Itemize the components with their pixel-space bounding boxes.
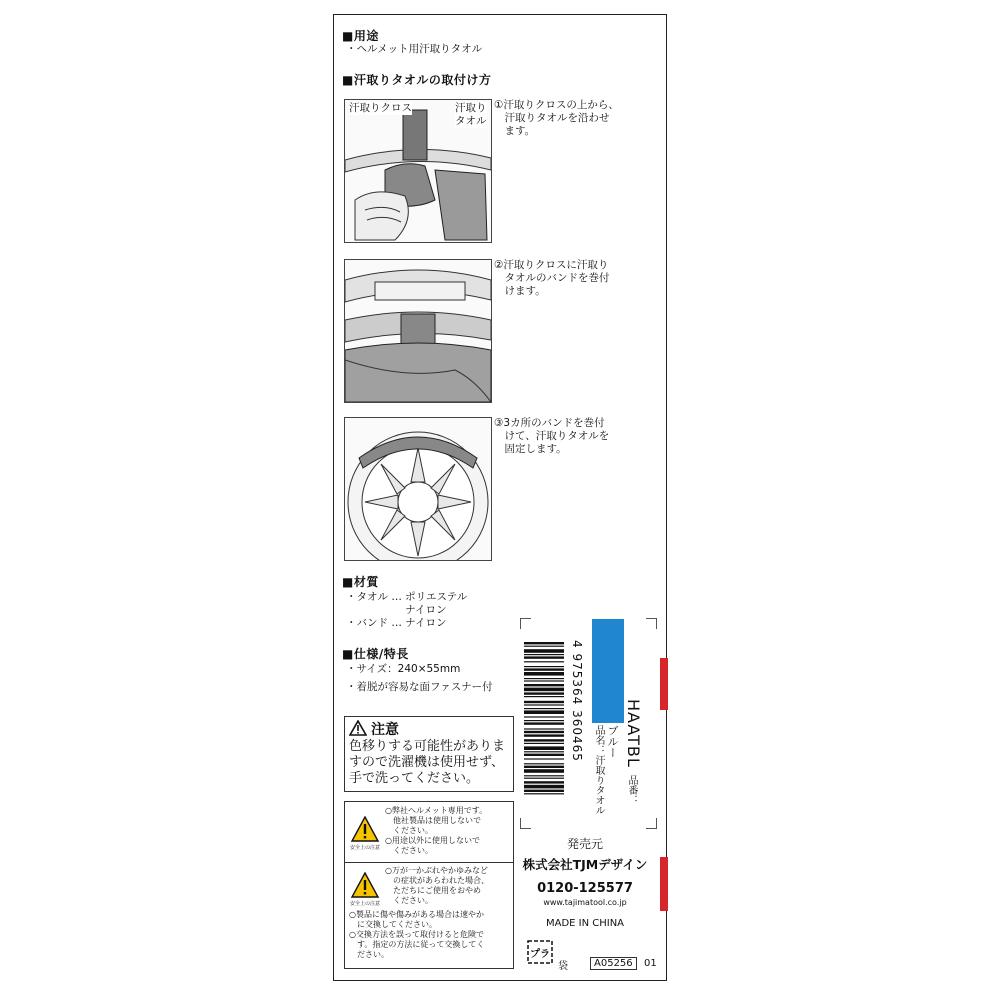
barcode-bar — [524, 763, 564, 764]
made-in: MADE IN CHINA — [545, 918, 625, 929]
barcode-bar — [524, 646, 564, 647]
product-color: ブルー — [606, 725, 619, 758]
lot-suffix: 01 — [644, 958, 657, 969]
recycle-mark-word: 袋 — [558, 961, 568, 972]
barcode-bar — [524, 656, 564, 658]
safety-warning-icon-2 — [351, 872, 379, 902]
seller-url: www.tajimatool.co.jp — [543, 898, 627, 907]
barcode-bar — [524, 649, 564, 653]
barcode-bar — [524, 680, 564, 681]
barcode-bar — [524, 778, 564, 779]
barcode-bar — [524, 728, 564, 729]
crop-mark-bl — [520, 818, 531, 829]
crop-mark-tr — [646, 618, 657, 629]
barcode-bar — [524, 716, 564, 717]
barcode-bar — [524, 743, 564, 744]
barcode-bar — [524, 672, 564, 676]
safety-warning-icon-1 — [351, 816, 379, 846]
barcode-bar — [524, 781, 564, 783]
barcode-bar — [524, 720, 564, 721]
attach-heading: ■汗取りタオルの取付け方 — [342, 73, 492, 87]
safety-icon-label-1: 安全上の注意 — [349, 845, 380, 851]
barcode-bar — [524, 754, 564, 756]
usage-heading: ■用途 — [342, 29, 379, 43]
seller-phone: 0120-125577 — [537, 881, 633, 896]
warning-triangle-icon — [349, 720, 367, 740]
safety-divider — [345, 862, 513, 863]
fig1-label-cross: 汗取りクロス — [349, 102, 412, 114]
barcode-bar — [524, 696, 564, 697]
barcode-bar — [524, 790, 564, 792]
caution-box — [344, 716, 514, 792]
barcode-bar — [524, 751, 564, 752]
barcode-bar — [524, 704, 564, 705]
barcode-bar — [524, 684, 564, 686]
product-name: 品名：汗取りタオル — [593, 725, 604, 815]
step1-illustration — [344, 99, 492, 243]
barcode-number: 4 975364 360465 — [570, 640, 584, 762]
material-heading: ■材質 — [342, 575, 379, 589]
barcode-bar — [524, 678, 564, 679]
caution-body: 色移りする可能性がありま すので洗濯機は使用せず、 手で洗ってください。 — [349, 739, 506, 786]
red-edge-tab-2 — [660, 857, 668, 911]
barcode-bar — [524, 739, 564, 741]
barcode-bar — [524, 666, 564, 667]
instruction-sheet — [333, 14, 667, 981]
product-code-label: 品番： — [626, 775, 637, 805]
barcode-bar — [524, 746, 564, 750]
barcode-bar — [524, 769, 564, 773]
barcode-bar — [524, 688, 564, 692]
barcode-bar — [524, 722, 564, 724]
red-edge-tab-1 — [660, 658, 668, 710]
product-code: HAATBL — [624, 699, 643, 768]
barcode-bar — [524, 661, 564, 662]
barcode-bar — [524, 708, 564, 709]
barcode-bar — [524, 734, 564, 736]
barcode-bar — [524, 692, 564, 694]
material-line-3: ・バンド … ナイロン — [346, 617, 447, 629]
barcode-bar — [524, 642, 564, 644]
material-line-2: ナイロン — [346, 604, 447, 616]
fig1-label-towel: 汗取り タオル — [455, 102, 487, 127]
spec-heading: ■仕様/特長 — [342, 647, 409, 661]
step2-illustration — [344, 259, 492, 403]
crop-mark-tl — [520, 618, 531, 629]
material-line-1: ・タオル … ポリエステル — [346, 591, 468, 603]
safety-icon-label-2: 安全上の注意 — [349, 901, 380, 907]
safety-text-2: ○万が一かぶれやかゆみなど の症状があらわれた場合、 ただちにご使用をおやめ ください。 — [385, 866, 489, 905]
usage-item: ・ヘルメット用汗取りタオル — [346, 43, 483, 55]
step3-illustration — [344, 417, 492, 561]
color-swatch — [592, 619, 624, 723]
step1-text: ①汗取りクロスの上から、 汗取りタオルを沿わせ ます。 — [494, 99, 619, 137]
step3-text: ③3カ所のバンドを巻付 けて、汗取りタオルを 固定します。 — [494, 417, 610, 455]
barcode-bar — [524, 701, 564, 703]
safety-text-1: ○弊社ヘルメット専用です。 他社製品は使用しないで ください。 ○用途以外に使用しないで ください。 — [385, 806, 488, 855]
spec-line-2: ・着脱が容易な面ファスナー付 — [346, 681, 493, 693]
step2-text: ②汗取りクロスに汗取り タオルのバンドを巻付 けます。 — [494, 259, 610, 297]
barcode-bar — [524, 775, 564, 776]
barcode-bar — [524, 785, 564, 789]
seller-label: 発売元 — [566, 837, 603, 851]
barcode-bar — [524, 710, 564, 714]
barcode-bar — [524, 654, 564, 655]
safety-box — [344, 801, 514, 969]
lot-number: A05256 — [590, 957, 637, 970]
barcode-bar — [524, 731, 564, 733]
recycle-mark-text: プラ — [530, 949, 550, 960]
barcode-bar — [524, 668, 564, 670]
caution-title: 注意 — [371, 722, 399, 738]
barcode — [524, 640, 564, 800]
safety-text-3: ○製品に傷や傷みがある場合は速やか に交換してください。 ○交換方法を誤って取付けると危険で す。指定の方法に従って交換してく ださい。 — [349, 910, 485, 959]
seller-company: 株式会社TJMデザイン — [522, 857, 648, 872]
barcode-bar — [524, 793, 564, 794]
barcode-bar — [524, 758, 564, 759]
barcode-bar — [524, 766, 564, 768]
spec-line-1: ・サイズ：240×55mm — [346, 663, 461, 675]
crop-mark-br — [646, 818, 657, 829]
